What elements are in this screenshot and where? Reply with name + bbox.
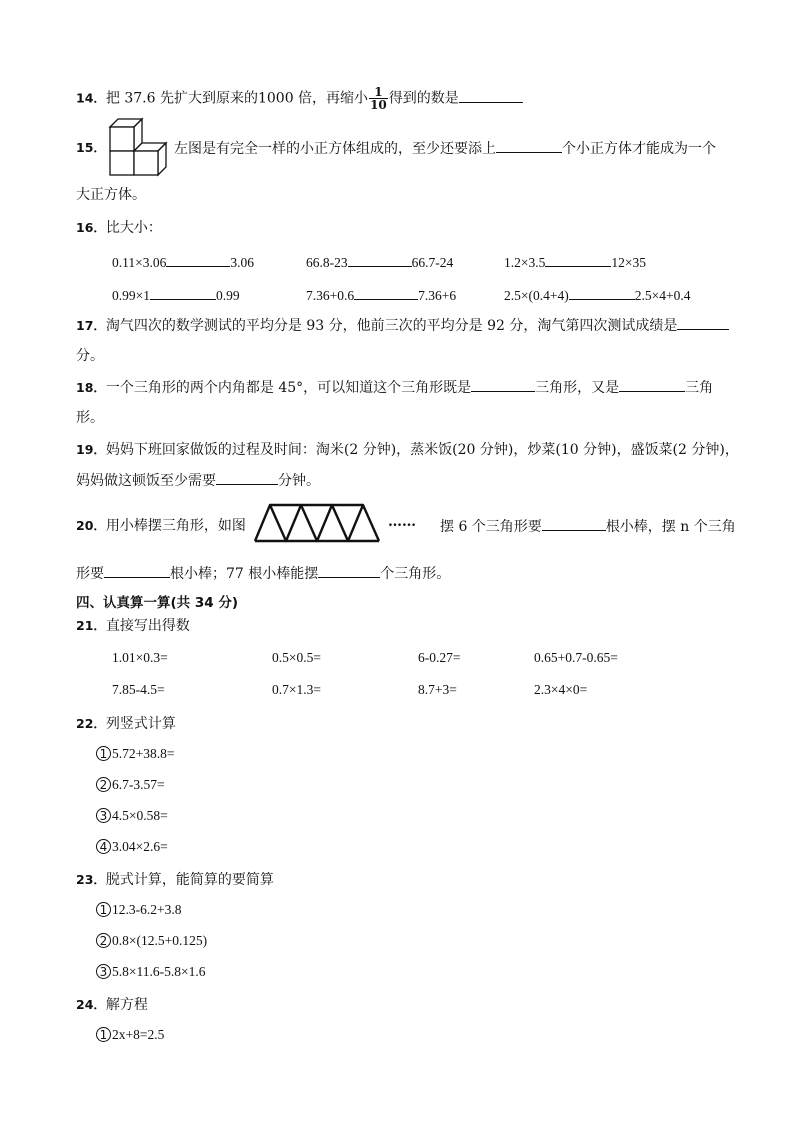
question-15-number	[76, 138, 106, 158]
sub-item	[96, 964, 205, 980]
question-number: 23．	[76, 872, 106, 887]
circled-number: 3	[96, 808, 111, 823]
calc-item: 1.01×0.3=	[112, 650, 168, 665]
question-number: 21．	[76, 618, 106, 633]
calc-item: 6-0.27=	[418, 650, 461, 665]
calc-item: 7.85-4.5=	[112, 682, 165, 697]
question-text: 根小棒，摆 n 个三角	[605, 519, 736, 535]
question-text: 大正方体。	[76, 187, 146, 203]
question-text: 根小棒；77 根小棒能摆	[170, 566, 319, 582]
answer-blank[interactable]	[166, 252, 230, 267]
question-number: 15．	[76, 140, 106, 155]
question-23	[76, 870, 274, 890]
answer-blank[interactable]	[348, 252, 412, 267]
question-19-cont	[76, 470, 320, 491]
answer-blank[interactable]	[619, 377, 685, 392]
question-18	[76, 377, 713, 398]
answer-blank[interactable]	[471, 377, 535, 392]
sub-item	[96, 933, 207, 949]
question-text: 分钟。	[278, 473, 320, 489]
compare-right: 12×35	[611, 255, 646, 270]
compare-right: 3.06	[230, 255, 254, 270]
question-text: 淘气四次的数学测试的平均分是 93 分，他前三次的平均分是 92 分，淘气第四次测试成绩是	[105, 318, 678, 334]
section-title: 四、认真算一算(共 34 分)	[76, 595, 239, 611]
question-text: 一个三角形的两个内角都是 45°，可以知道这个三角形既是	[105, 380, 472, 396]
expression: 12.3-6.2+3.8	[112, 902, 182, 917]
compare-right: 2.5×4+0.4	[634, 288, 691, 303]
answer-blank[interactable]	[318, 563, 380, 578]
compare-left: 7.36+0.6	[306, 288, 355, 303]
compare-left: 2.5×(0.4+4)	[504, 288, 569, 303]
compare-item	[112, 252, 254, 271]
calc-item: 0.7×1.3=	[272, 682, 321, 697]
question-16	[76, 218, 162, 238]
question-24	[76, 995, 148, 1015]
question-number: 24．	[76, 997, 106, 1012]
question-text: 把 37.6 先扩大到原来的1000 倍，再缩小	[105, 90, 369, 107]
answer-blank[interactable]	[459, 88, 523, 103]
question-text: 三角	[685, 380, 714, 396]
answer-blank[interactable]	[569, 285, 635, 300]
question-text: 分。	[76, 348, 104, 364]
compare-item	[306, 285, 456, 304]
answer-blank[interactable]	[104, 563, 170, 578]
circled-number: 3	[96, 964, 111, 979]
compare-left: 0.11×3.06	[112, 255, 167, 270]
question-text: 解方程	[105, 997, 148, 1013]
question-text: 脱式计算，能简算的要简算	[105, 872, 274, 888]
ellipsis: ……	[388, 514, 416, 530]
compare-left: 66.8-23	[306, 255, 348, 270]
cube-stack-figure	[104, 113, 176, 181]
expression: 3.04×2.6=	[112, 839, 168, 854]
circled-number: 1	[96, 902, 111, 917]
sub-item	[96, 902, 181, 918]
question-text: 妈妈下班回家做饭的过程及时间：淘米(2 分钟)，蒸米饭(20 分钟)，炒菜(10 分钟)，盛饭菜(2 分钟)，	[105, 442, 739, 458]
question-text: 直接写出得数	[105, 618, 190, 634]
question-text: 妈妈做这顿饭至少需要	[76, 473, 216, 489]
question-text: 比大小：	[105, 220, 162, 236]
answer-blank[interactable]	[542, 516, 606, 531]
triangle-sticks-figure	[252, 501, 382, 545]
circled-number: 1	[96, 1027, 111, 1042]
question-text: 得到的数是	[388, 90, 459, 107]
circled-number: 1	[96, 746, 111, 761]
question-14	[76, 86, 523, 111]
sub-item	[96, 808, 168, 824]
question-15-cont	[76, 185, 146, 205]
calc-item: 0.65+0.7-0.65=	[534, 650, 618, 665]
question-text: 摆 6 个三角形要	[440, 519, 542, 535]
expression: 2x+8=2.5	[112, 1027, 165, 1042]
calc-item: 8.7+3=	[418, 682, 457, 697]
question-text: 左图是有完全一样的小正方体组成的，至少还要添上	[174, 141, 496, 157]
question-15	[174, 138, 716, 159]
sub-item	[96, 839, 168, 855]
calc-item: 2.3×4×0=	[534, 682, 588, 697]
question-number: 14．	[76, 90, 106, 106]
compare-right: 7.36+6	[418, 288, 457, 303]
question-20	[76, 516, 246, 536]
expression: 0.8×(12.5+0.125)	[112, 933, 208, 948]
answer-blank[interactable]	[496, 138, 562, 153]
circled-number: 2	[96, 777, 111, 792]
question-text: 列竖式计算	[105, 716, 176, 732]
expression: 6.7-3.57=	[112, 777, 165, 792]
expression: 5.8×11.6-5.8×1.6	[112, 964, 206, 979]
question-number: 20．	[76, 518, 106, 533]
compare-right: 66.7-24	[411, 255, 454, 270]
question-19	[76, 440, 739, 460]
fraction	[369, 86, 388, 111]
compare-item	[306, 252, 453, 271]
circled-number: 4	[96, 839, 111, 854]
question-text: 三角形，又是	[535, 380, 620, 396]
calc-item: 0.5×0.5=	[272, 650, 321, 665]
question-number: 22．	[76, 716, 106, 731]
compare-left: 1.2×3.5	[504, 255, 546, 270]
question-text: 形要	[76, 566, 104, 582]
question-22	[76, 714, 176, 734]
question-20-cont	[76, 563, 450, 584]
question-number: 18．	[76, 380, 106, 395]
answer-blank[interactable]	[677, 315, 729, 330]
question-number: 16．	[76, 220, 106, 235]
compare-right: 0.99	[216, 288, 240, 303]
question-17-cont	[76, 346, 104, 366]
question-text: 形。	[76, 410, 104, 426]
question-text: 用小棒摆三角形，如图	[105, 518, 246, 534]
question-18-cont	[76, 408, 104, 428]
answer-blank[interactable]	[150, 285, 216, 300]
expression: 5.72+38.8=	[112, 746, 175, 761]
answer-blank[interactable]	[216, 470, 278, 485]
fraction-denominator: 10	[370, 98, 387, 112]
question-number: 17．	[76, 318, 106, 333]
question-17	[76, 315, 729, 336]
expression: 4.5×0.58=	[112, 808, 168, 823]
compare-item	[504, 252, 646, 271]
answer-blank[interactable]	[545, 252, 611, 267]
compare-item	[504, 285, 690, 304]
circled-number: 2	[96, 933, 111, 948]
question-20-right	[440, 516, 736, 537]
sub-item	[96, 1027, 164, 1043]
compare-left: 0.99×1	[112, 288, 150, 303]
answer-blank[interactable]	[354, 285, 418, 300]
sub-item	[96, 777, 165, 793]
question-number: 19．	[76, 442, 106, 457]
compare-item	[112, 285, 240, 304]
question-text: 个小正方体才能成为一个	[562, 141, 716, 157]
question-text: 个三角形。	[380, 566, 451, 582]
sub-item	[96, 746, 174, 762]
fraction-numerator: 1	[369, 86, 388, 99]
question-21	[76, 616, 190, 636]
